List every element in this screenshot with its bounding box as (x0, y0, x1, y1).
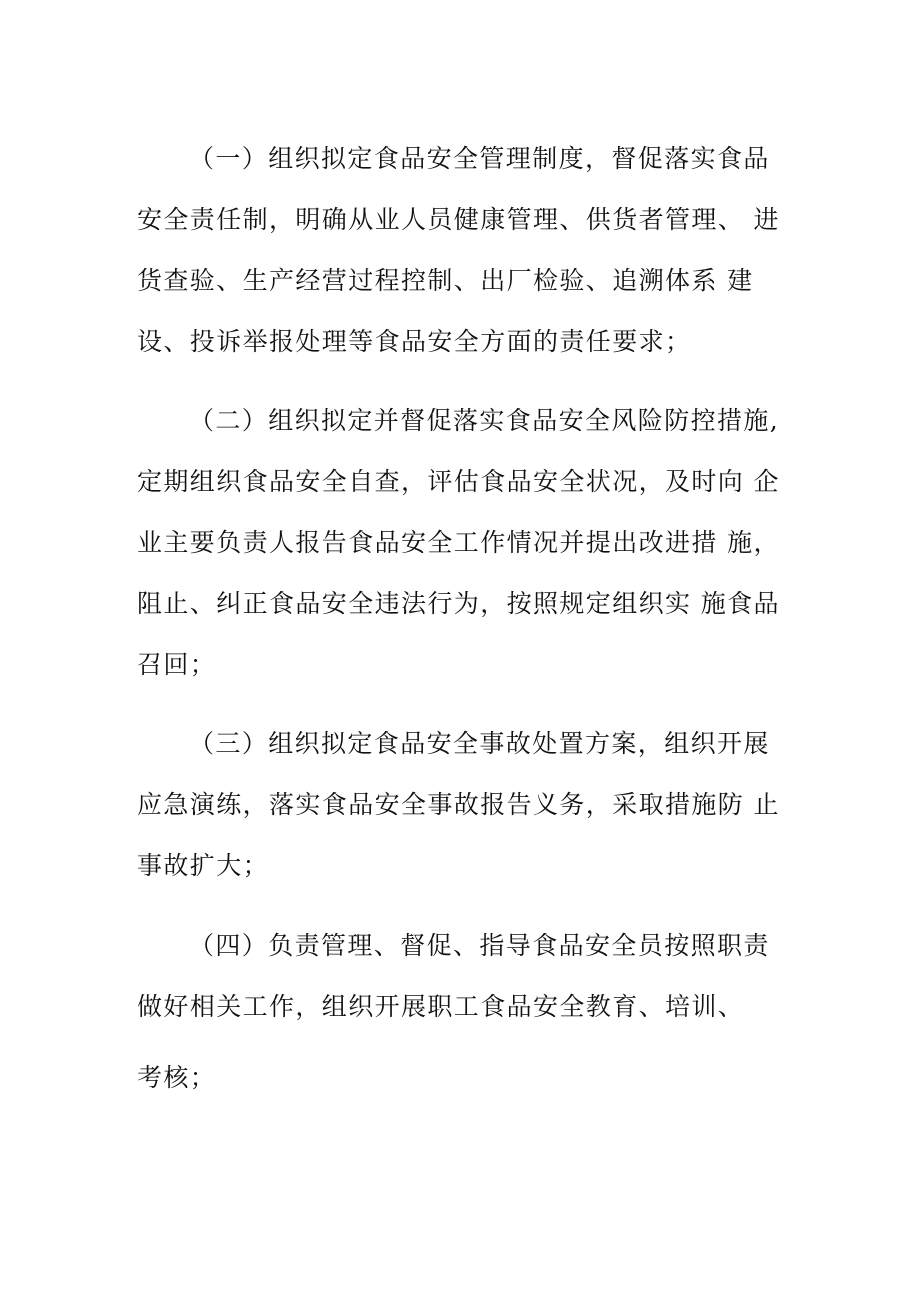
text-line: 做好相关工作，组织开展职工食品安全教育、培训、 (137, 992, 745, 1021)
text-line: （四）负责管理、督促、指导食品安全员按照职责 (189, 931, 770, 960)
text-line: 召回； (137, 650, 217, 679)
text-line: （二）组织拟定并督促落实食品安全风险防控措施, (189, 406, 780, 435)
text-line: 设、投诉举报处理等食品安全方面的责任要求； (137, 327, 692, 356)
paragraph-4 (137, 929, 787, 1122)
text-line: 阻止、纠正食品安全违法行为，按照规定组织实 施食品 (137, 589, 780, 618)
text-line: 应急演练，落实食品安全事故报告义务，采取措施防 止 (137, 790, 780, 819)
paragraph-3 (137, 727, 787, 910)
text-line: 定期组织食品安全自查，评估食品安全状况，及时向 企 (137, 467, 780, 496)
text-line: 事故扩大； (137, 851, 270, 880)
text-line: （三）组织拟定食品安全事故处置方案，组织开展 (189, 729, 770, 758)
text-line: （一）组织拟定食品安全管理制度，督促落实食品 (189, 144, 770, 173)
text-line: 业主要负责人报告食品安全工作情况并提出改进措 施， (137, 528, 780, 557)
text-line: 货查验、生产经营过程控制、出厂检验、追溯体系 建 (137, 266, 754, 295)
text-line: 安全责任制，明确从业人员健康管理、供货者管理、 进 (137, 205, 780, 234)
paragraph-2 (137, 404, 787, 709)
paragraph-1 (137, 142, 787, 386)
text-line: 考核； (137, 1063, 217, 1092)
